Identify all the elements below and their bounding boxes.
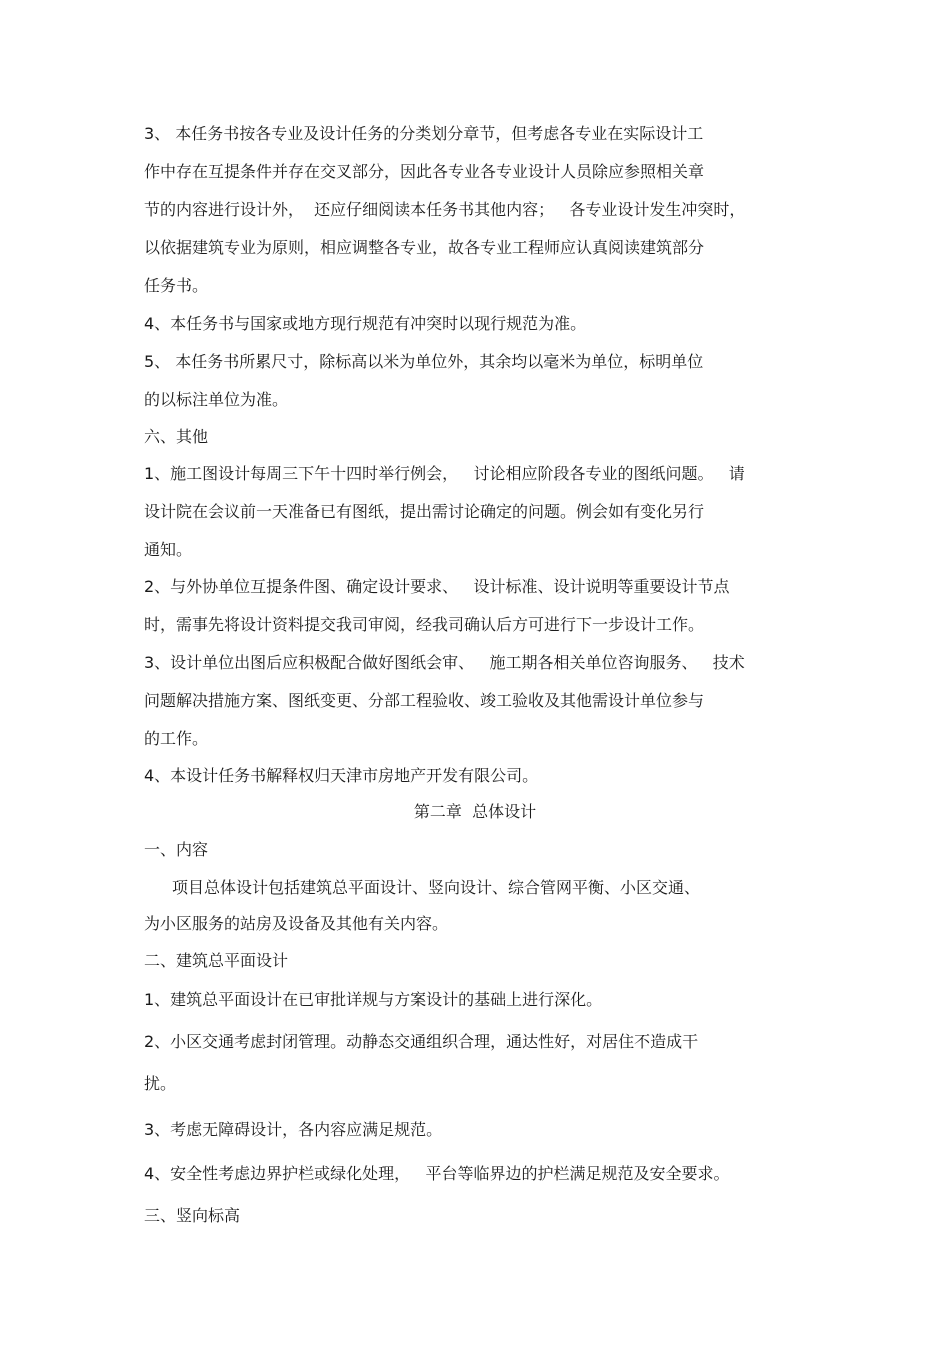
para-line: 2、与外协单位互提条件图、确定设计要求、 设计标准、设计说明等重要设计节点 xyxy=(144,577,730,596)
para-line: 节的内容进行设计外， 还应仔细阅读本任务书其他内容； 各专业设计发生冲突时， xyxy=(144,200,746,219)
para-line: 4、安全性考虑边界护栏或绿化处理， 平台等临界边的护栏满足规范及安全要求。 xyxy=(144,1164,730,1183)
para-line: 3、 本任务书按各专业及设计任务的分类划分章节，但考虑各专业在实际设计工 xyxy=(144,124,704,143)
para-line: 项目总体设计包括建筑总平面设计、竖向设计、综合管网平衡、小区交通、 xyxy=(172,878,701,897)
para-line: 的以标注单位为准。 xyxy=(144,390,289,409)
para-line: 4、本设计任务书解释权归天津市房地产开发有限公司。 xyxy=(144,766,539,785)
chapter-title: 第二章 总体设计 xyxy=(413,802,537,821)
para-line: 作中存在互提条件并存在交叉部分，因此各专业各专业设计人员除应参照相关章 xyxy=(144,162,705,181)
section-heading: 六、其他 xyxy=(144,427,209,446)
para-line: 2、小区交通考虑封闭管理。动静态交通组织合理，通达性好，对居住不造成干 xyxy=(144,1032,699,1051)
para-line: 5、 本任务书所累尺寸，除标高以米为单位外，其余均以毫米为单位，标明单位 xyxy=(144,352,704,371)
section-heading: 三、竖向标高 xyxy=(144,1206,241,1225)
para-line: 时，需事先将设计资料提交我司审阅，经我司确认后方可进行下一步设计工作。 xyxy=(144,615,705,634)
section-heading: 二、建筑总平面设计 xyxy=(144,951,289,970)
para-line: 的工作。 xyxy=(144,729,209,748)
para-line: 任务书。 xyxy=(144,276,209,295)
para-line: 1、施工图设计每周三下午十四时举行例会， 讨论相应阶段各专业的图纸问题。 请 xyxy=(144,464,745,483)
para-line: 扰。 xyxy=(144,1074,177,1093)
para-line: 3、考虑无障碍设计，各内容应满足规范。 xyxy=(144,1120,443,1139)
para-line: 设计院在会议前一天准备已有图纸，提出需讨论确定的问题。例会如有变化另行 xyxy=(144,502,705,521)
para-line: 通知。 xyxy=(144,540,193,559)
para-line: 4、本任务书与国家或地方现行规范有冲突时以现行规范为准。 xyxy=(144,314,587,333)
section-heading: 一、内容 xyxy=(144,840,209,859)
para-line: 1、建筑总平面设计在已审批详规与方案设计的基础上进行深化。 xyxy=(144,990,603,1009)
para-line: 以依据建筑专业为原则，相应调整各专业，故各专业工程师应认真阅读建筑部分 xyxy=(144,238,705,257)
para-line: 问题解决措施方案、图纸变更、分部工程验收、竣工验收及其他需设计单位参与 xyxy=(144,691,705,710)
para-line: 为小区服务的站房及设备及其他有关内容。 xyxy=(144,914,449,933)
para-line: 3、设计单位出图后应积极配合做好图纸会审、 施工期各相关单位咨询服务、 技术 xyxy=(144,653,745,672)
